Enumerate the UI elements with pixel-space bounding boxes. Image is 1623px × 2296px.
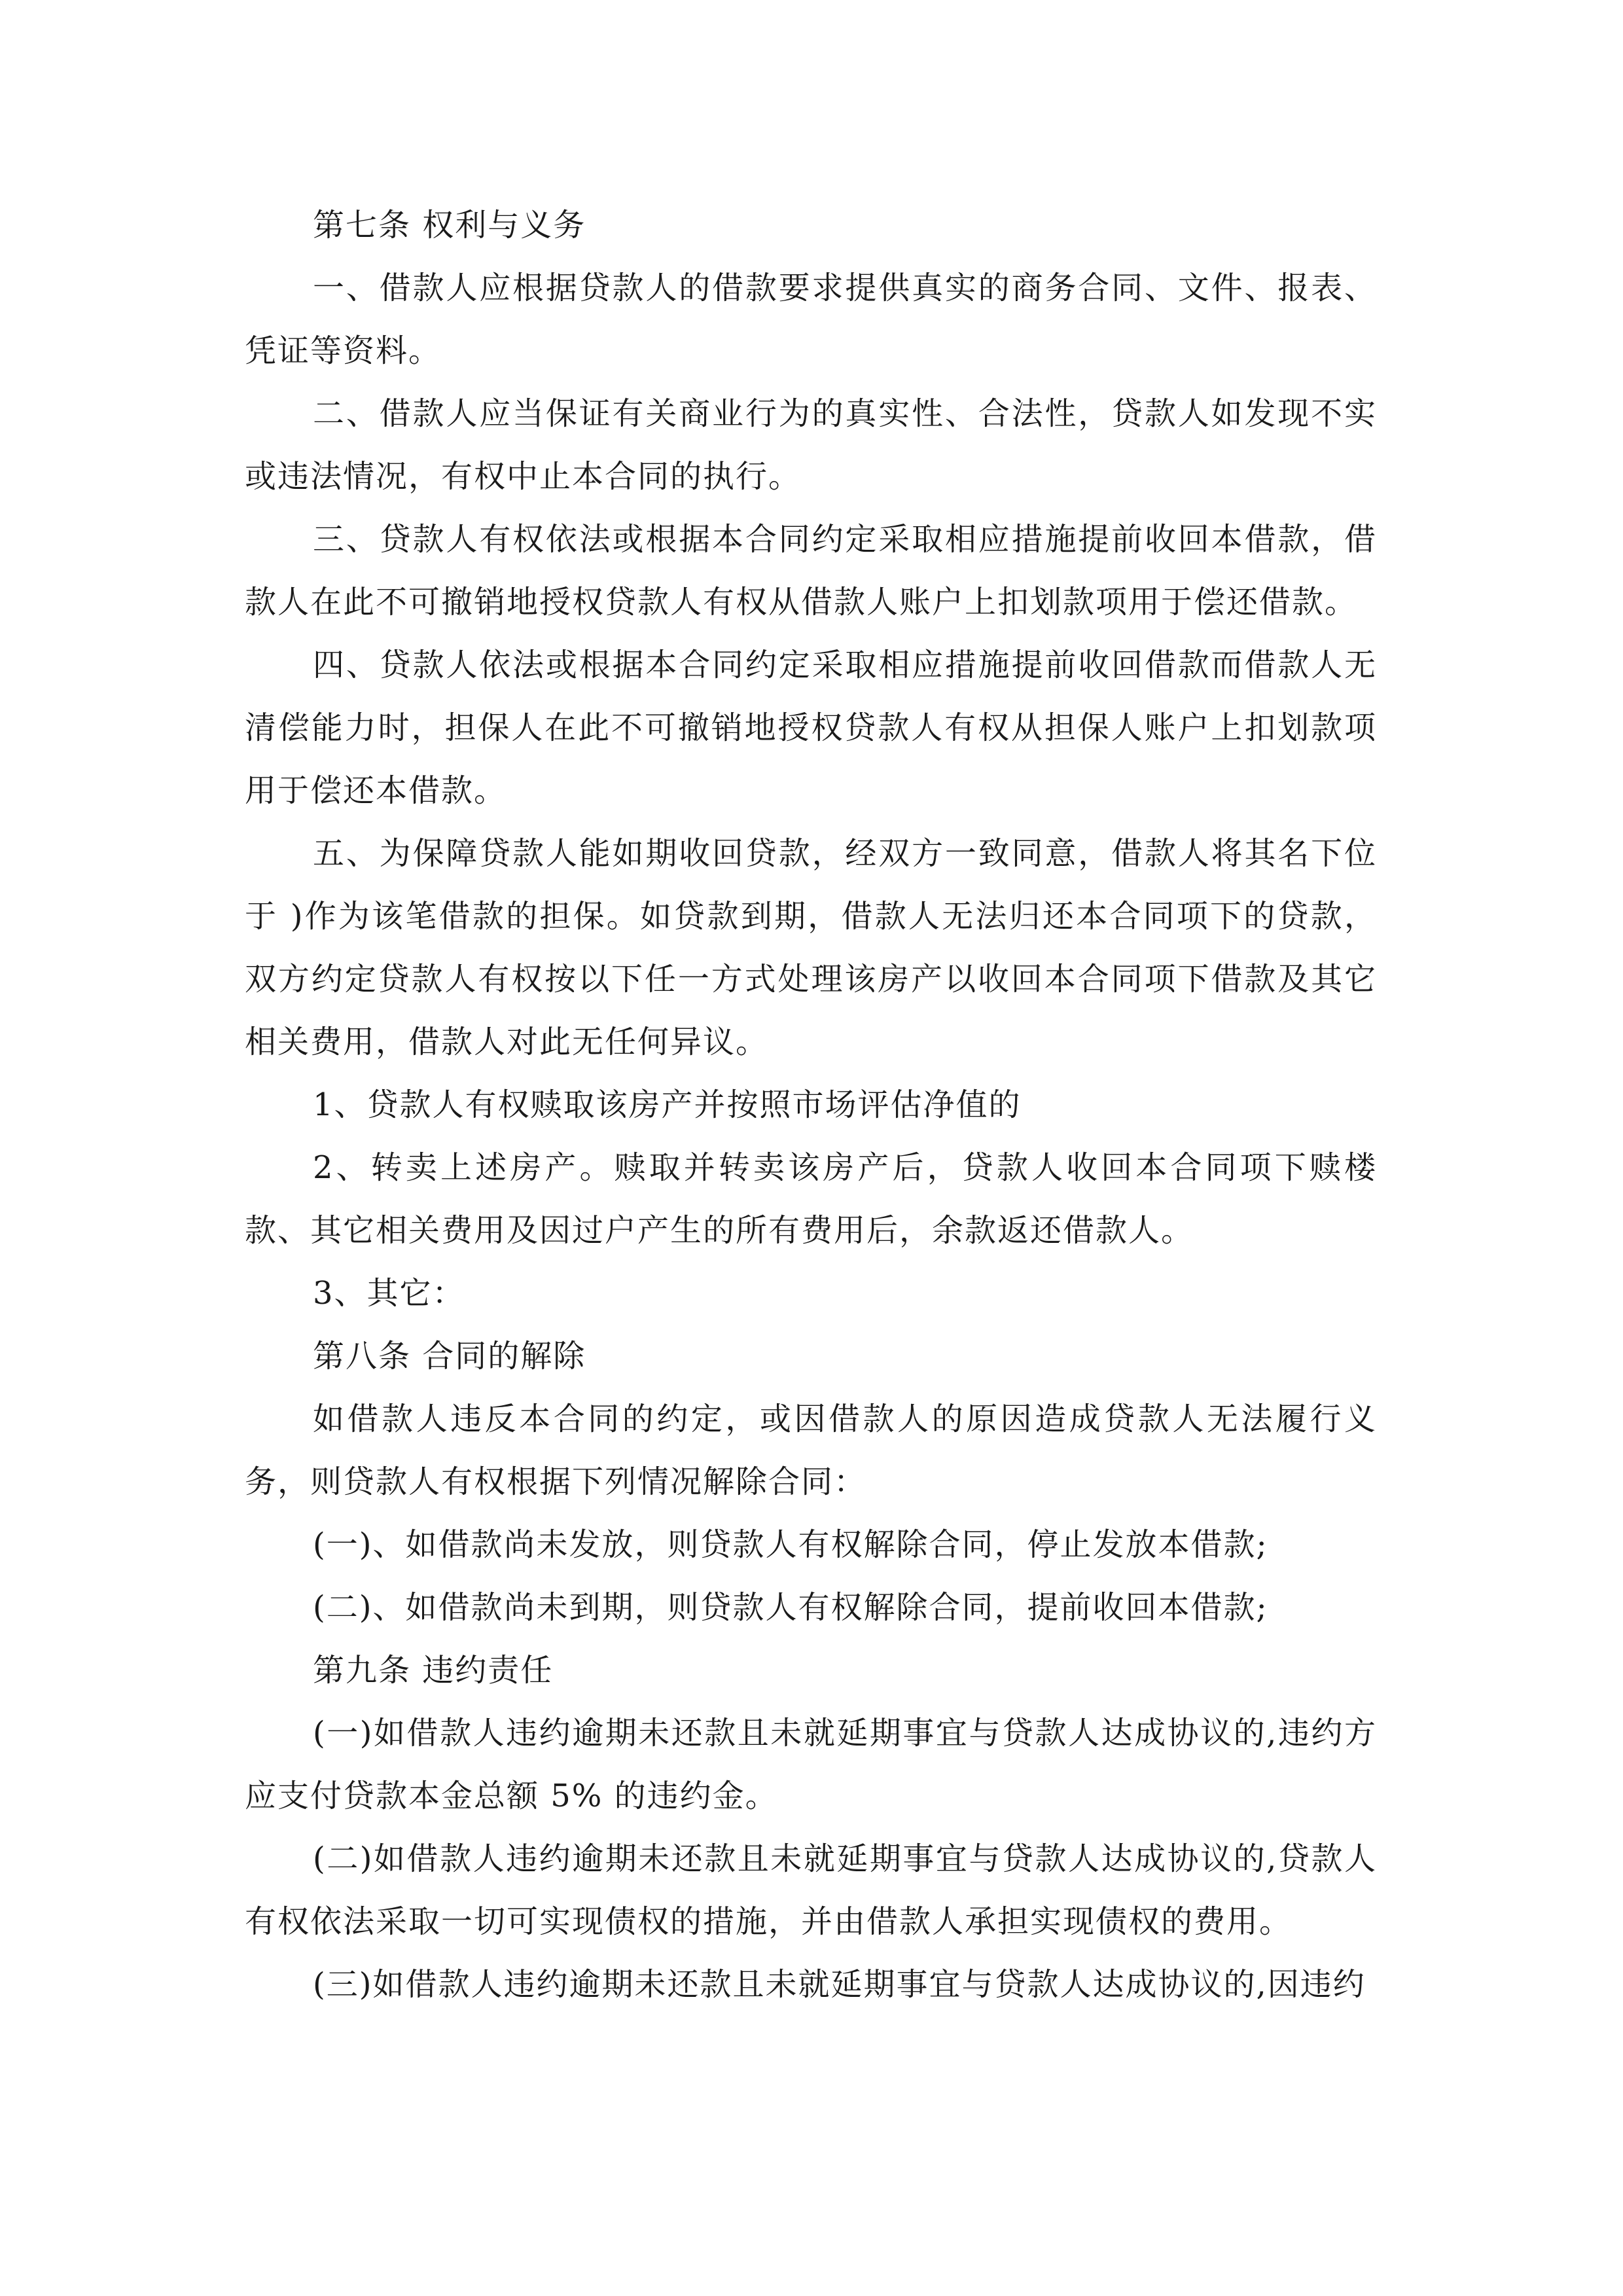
article-7-option-1: 1、贷款人有权赎取该房产并按照市场评估净值的 <box>313 1086 1022 1123</box>
article-9-heading: 第九条 违约责任 <box>313 1652 554 1689</box>
article-8-heading: 第八条 合同的解除 <box>313 1338 586 1374</box>
article-9-item-1: (一)如借款人违约逾期未还款且未就延期事宜与贷款人达成协议的,违约方应支付贷款本金总额 5% 的违约金。 <box>245 1715 1377 1814</box>
article-8-item-2: (二)、如借款尚未到期，则贷款人有权解除合同，提前收回本借款; <box>313 1589 1268 1626</box>
article-9-item-2: (二)如借款人违约逾期未还款且未就延期事宜与贷款人达成协议的,贷款人有权依法采取一切可实现债权的措施，并由借款人承担实现债权的费用。 <box>245 1840 1377 1940</box>
article-9-item-3: (三)如借款人违约逾期未还款且未就延期事宜与贷款人达成协议的,因违约 <box>313 1966 1366 2003</box>
article-7-clause-2: 二、借款人应当保证有关商业行为的真实性、合法性，贷款人如发现不实或违法情况，有权中止本合同的执行。 <box>245 395 1377 495</box>
article-7-heading: 第七条 权利与义务 <box>313 207 586 243</box>
article-7-clause-5: 五、为保障贷款人能如期收回贷款，经双方一致同意，借款人将其名下位于 )作为该笔借款的担保。如贷款到期，借款人无法归还本合同项下的贷款，双方约定贷款人有权按以下任一方式处理该房产以收回本合同项下借款及其它相关费用，借款人对此无任何异议。 <box>245 835 1377 1060</box>
article-7-option-3: 3、其它： <box>313 1275 465 1312</box>
article-8-intro: 如借款人违反本合同的约定，或因借款人的原因造成贷款人无法履行义务，则贷款人有权根据下列情况解除合同： <box>245 1401 1377 1500</box>
article-7-clause-1: 一、借款人应根据贷款人的借款要求提供真实的商务合同、文件、报表、凭证等资料。 <box>245 270 1377 369</box>
document-body <box>245 194 1377 2016</box>
article-7-option-2: 2、转卖上述房产。赎取并转卖该房产后，贷款人收回本合同项下赎楼款、其它相关费用及因过户产生的所有费用后，余款返还借款人。 <box>245 1149 1377 1249</box>
article-7-clause-3: 三、贷款人有权依法或根据本合同约定采取相应措施提前收回本借款，借款人在此不可撤销地授权贷款人有权从借款人账户上扣划款项用于偿还借款。 <box>245 521 1377 620</box>
article-8-item-1: (一)、如借款尚未发放，则贷款人有权解除合同，停止发放本借款; <box>313 1526 1268 1563</box>
article-7-clause-4: 四、贷款人依法或根据本合同约定采取相应措施提前收回借款而借款人无清偿能力时，担保人在此不可撤销地授权贷款人有权从担保人账户上扣划款项用于偿还本借款。 <box>245 647 1377 809</box>
